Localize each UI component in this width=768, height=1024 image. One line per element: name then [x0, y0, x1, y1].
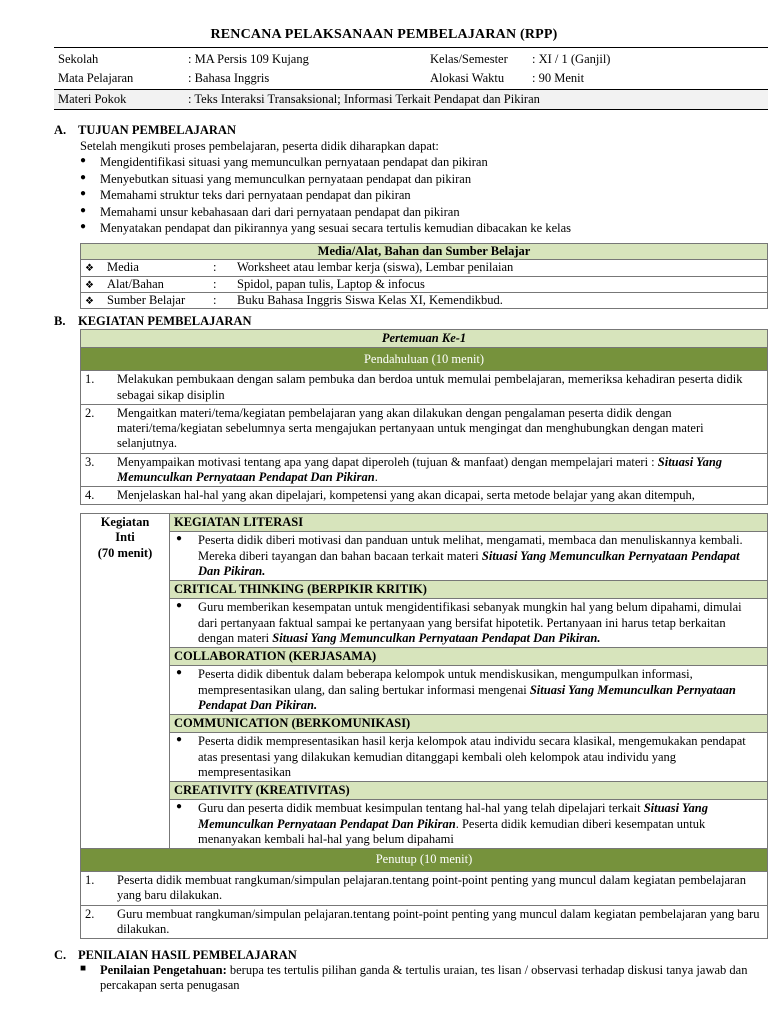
diamond-bullet-icon: ❖ [85, 263, 94, 275]
diamond-bullet-icon: ❖ [85, 279, 94, 291]
media-row-sep: : [209, 260, 233, 276]
table-row [81, 404, 768, 453]
step-text: Melakukan pembukaan dengan salam pembuka dan berdoa untuk memulai pembelajaran, memeriksa kehadiran peserta didik sebagai sikap disiplin [113, 371, 768, 405]
core-heading-creativity: CREATIVITY (KREATIVITAS) [170, 782, 768, 800]
meeting-label: Pertemuan Ke-1 [81, 330, 768, 348]
class-value: : XI / 1 (Ganjil) [528, 48, 768, 70]
section-a-letter: A. [54, 123, 67, 137]
step-number: 4. [81, 487, 114, 505]
step-text-emphasis: Situasi Yang Memunculkan Pernyataan Pendapat Dan Pikiran [117, 454, 723, 484]
intro-band: Pendahuluan (10 menit) [81, 348, 768, 371]
section-c-letter: C. [54, 948, 67, 962]
core-text-emphasis: Situasi Yang Memunculkan Pernyataan Pendapat Dan Pikiran. [198, 548, 740, 578]
core-heading-literacy: KEGIATAN LITERASI [170, 514, 768, 532]
core-text: Guru dan peserta didik membuat kesimpulan tentang hal-hal yang telah dipelajari terkait [198, 801, 641, 816]
step-number: 2. [81, 905, 114, 939]
section-c-title: PENILAIAN HASIL PEMBELAJARAN [78, 948, 297, 962]
table-row [81, 371, 768, 405]
assessment-text: berupa tes tertulis pilihan ganda & tertulis uraian, tes lisan / observasi terhadap diskusi tanya jawab dan percakapan serta penugasan [100, 963, 748, 993]
step-text: Mengaitkan materi/tema/kegiatan pembelajaran yang akan dilakukan dengan pengalaman peserta didik dengan materi/tema/kegiatan sebelumnya serta mengajukan pertanyaan untuk mengingat dan menghubungkan dengan materi selanjutnya. [113, 404, 768, 453]
media-table [80, 243, 768, 309]
section-a-title: TUJUAN PEMBELAJARAN [78, 123, 236, 137]
square-bullet-icon: ■ [80, 963, 87, 974]
activities-table [80, 329, 768, 505]
step-number: 1. [81, 371, 114, 405]
media-row-value: Buku Bahasa Inggris Siswa Kelas XI, Kemendikbud. [233, 292, 768, 308]
time-value: : 90 Menit [532, 71, 585, 86]
media-row-label: Alat/Bahan [107, 276, 164, 291]
core-text: Peserta didik mempresentasikan hasil kerja kelompok atau individu secara klasikal, mengemukakan pendapat atas presentasi yang dilakukan kemudian ditanggapi kembali oleh kelompok atau individu yang mempresentasikan [198, 734, 746, 779]
core-text-emphasis: Situasi Yang Memunculkan Pernyataan Pendapat Dan Pikiran. [198, 682, 736, 712]
table-row [81, 453, 768, 487]
closing-band: Penutup (10 menit) [81, 849, 768, 872]
time-label: Alokasi Waktu [430, 71, 505, 86]
media-row-value: Worksheet atau lembar kerja (siswa), Lembar penilaian [233, 260, 768, 276]
core-heading-collaboration: COLLABORATION (KERJASAMA) [170, 648, 768, 666]
list-item: ● Menyatakan pendapat dan pikirannya yang sesuai secara tertulis kemudian dibacakan ke kelas [80, 221, 760, 238]
media-row-value: Spidol, papan tulis, Laptop & infocus [233, 276, 768, 292]
list-item: ● Menyebutkan situasi yang memunculkan pernyataan pendapat dan pikiran [80, 172, 760, 189]
list-item: ● Mengidentifikasi situasi yang memunculkan pernyataan pendapat dan pikiran [80, 155, 760, 172]
subject-label: Mata Pelajaran [58, 71, 134, 86]
step-number: 3. [81, 453, 114, 487]
list-item [170, 733, 768, 782]
identity-table [54, 47, 768, 110]
core-text-emphasis: Situasi Yang Memunculkan Pernyataan Pendapat Dan Pikiran [198, 801, 708, 831]
core-side-line-2: Inti [115, 530, 135, 545]
goals-list [80, 155, 760, 238]
media-row-label: Media [107, 260, 139, 275]
list-item: ● Memahami unsur kebahasaan dari dari pernyataan pendapat dan pikiran [80, 205, 760, 222]
media-heading: Media/Alat, Bahan dan Sumber Belajar [81, 244, 768, 260]
table-row [81, 872, 768, 906]
section-b-heading [54, 314, 252, 329]
table-row [81, 905, 768, 939]
core-text-tail: . Peserta didik kemudian diberi kesempatan untuk menanyakan kembali hal-hal yang belum dipahami [198, 816, 706, 846]
step-text: Guru membuat rangkuman/simpulan pelajaran.tentang point-point penting yang muncul dalam kegiatan pembelajaran yang baru dilakukan. [113, 905, 768, 939]
media-row-sep: : [209, 292, 233, 308]
list-item [170, 666, 768, 715]
list-item [170, 532, 768, 581]
goals-intro: Setelah mengikuti proses pembelajaran, peserta didik diharapkan dapat: [80, 139, 439, 153]
table-row [81, 487, 768, 505]
assessment-item [80, 963, 768, 994]
step-number: 1. [81, 872, 114, 906]
section-b-letter: B. [54, 314, 66, 328]
core-text: Peserta didik diberi motivasi dan panduan untuk melihat, mengamati, membaca dan menuliskannya kembali. Mereka diberi tayangan dan bahan bacaan terkait materi [198, 533, 743, 563]
section-c-heading [54, 948, 297, 963]
subject-value: : Bahasa Inggris [188, 71, 270, 86]
diamond-bullet-icon: ❖ [85, 295, 94, 307]
media-row-sep: : [209, 276, 233, 292]
core-heading-critical-thinking: CRITICAL THINKING (BERPIKIR KRITIK) [170, 581, 768, 599]
table-row [81, 260, 768, 276]
step-text [113, 453, 768, 487]
step-text: Menjelaskan hal-hal yang akan dipelajari, kompetensi yang akan dicapai, serta metode belajar yang akan ditempuh, [113, 487, 768, 505]
core-side-label [81, 514, 170, 849]
step-text-main: Menyampaikan motivasi tentang apa yang dapat diperoleh (tujuan & manfaat) dengan mempelajari materi : [117, 454, 655, 469]
core-text: Peserta didik dibentuk dalam beberapa kelompok untuk mendiskusikan, mengumpulkan informasi, mempresentasikan ulang, dan saling bertukar informasi mengenai [198, 667, 693, 697]
media-row-label: Sumber Belajar [107, 292, 186, 307]
core-side-line-1: Kegiatan [100, 515, 150, 529]
list-item [170, 599, 768, 648]
step-text: Peserta didik membuat rangkuman/simpulan pelajaran.tentang point-point penting yang muncul dalam kegiatan pembelajaran yang baru dilakukan. [113, 872, 768, 906]
list-item [170, 800, 768, 849]
school-value: : MA Persis 109 Kujang [184, 48, 426, 70]
closing-table [80, 848, 768, 939]
topic-label: Materi Pokok [54, 89, 184, 109]
core-activities-table [80, 513, 768, 849]
step-text-tail: . [374, 469, 378, 484]
core-side-line-3: (70 menit) [97, 545, 153, 560]
table-row [81, 292, 768, 308]
section-a-heading [54, 123, 236, 138]
topic-value: : Teks Interaksi Transaksional; Informasi Terkait Pendapat dan Pikiran [184, 89, 768, 109]
assessment-label: Penilaian Pengetahuan: [100, 963, 227, 977]
list-item: ● Memahami struktur teks dari pernyataan pendapat dan pikiran [80, 188, 760, 205]
school-label: Sekolah [54, 48, 184, 70]
core-text-emphasis: Situasi Yang Memunculkan Pernyataan Pendapat Dan Pikiran. [272, 630, 601, 645]
core-text: Guru memberikan kesempatan untuk mengidentifikasi sebanyak mungkin hal yang belum dipahami, dimulai dari pertanyaan faktual sampai ke pertanyaan yang bersifat hipotetik. Pertanyaan ini harus tetap berkaitan dengan materi [198, 600, 742, 645]
core-heading-communication: COMMUNICATION (BERKOMUNIKASI) [170, 715, 768, 733]
document-title: RENCANA PELAKSANAAN PEMBELAJARAN (RPP) [210, 27, 558, 42]
section-b-title: KEGIATAN PEMBELAJARAN [78, 314, 252, 328]
step-number: 2. [81, 404, 114, 453]
class-label: Kelas/Semester [426, 48, 528, 70]
table-row [81, 276, 768, 292]
